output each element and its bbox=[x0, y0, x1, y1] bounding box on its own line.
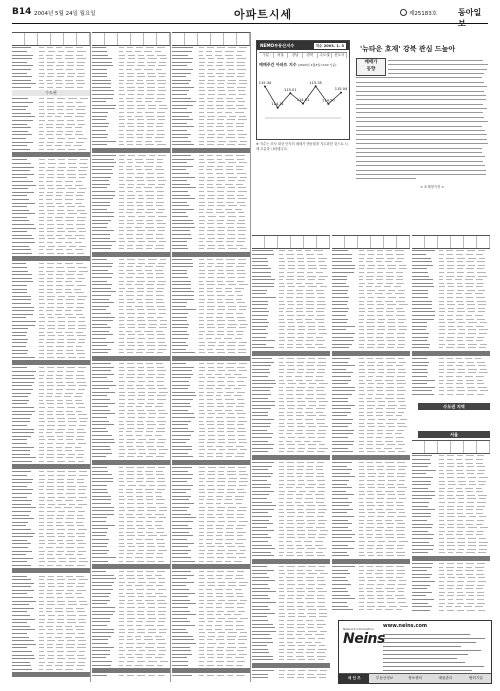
header-cell bbox=[118, 33, 131, 45]
header-cell bbox=[477, 236, 490, 248]
listing-column bbox=[332, 235, 410, 615]
listing-row bbox=[12, 356, 90, 360]
listing-column-header bbox=[252, 235, 330, 249]
feature-badge bbox=[356, 58, 386, 76]
header-cell bbox=[451, 441, 464, 453]
header-cell bbox=[252, 236, 265, 248]
index-point-label: 114.51 bbox=[296, 98, 310, 103]
newspaper-name: 동아일 bbox=[458, 8, 482, 17]
header-cell bbox=[198, 33, 211, 45]
feature-text-line bbox=[356, 177, 488, 181]
header-cell bbox=[105, 33, 118, 45]
listing-column-header bbox=[92, 32, 170, 46]
header-cell bbox=[172, 33, 185, 45]
issue-label: 제25183호 bbox=[409, 11, 438, 17]
index-table-header bbox=[259, 52, 347, 58]
header-cell bbox=[144, 33, 157, 45]
header-cell bbox=[317, 236, 330, 248]
header-cell bbox=[51, 33, 64, 45]
listing-row bbox=[92, 559, 170, 563]
header-cell bbox=[185, 33, 198, 45]
header-cell bbox=[265, 236, 278, 248]
ad-logo: Neins bbox=[343, 631, 385, 647]
header-cell bbox=[425, 236, 438, 248]
region-divider bbox=[172, 252, 250, 257]
listing-row bbox=[12, 251, 90, 255]
listing-column-header bbox=[332, 235, 410, 249]
region-divider bbox=[332, 351, 410, 356]
index-column-label: 구분 bbox=[259, 53, 274, 58]
ad-bar-item: 협력기업 bbox=[468, 676, 483, 680]
section-title: 아파트시세 bbox=[234, 8, 293, 21]
region-divider bbox=[252, 559, 330, 564]
listing-row bbox=[252, 658, 330, 662]
header-cell bbox=[278, 236, 291, 248]
listing-row bbox=[172, 351, 250, 355]
index-column-label: 서울 bbox=[274, 53, 289, 58]
header-cell bbox=[291, 236, 304, 248]
publication-date: 2004년 5월 24일 월요일 bbox=[34, 11, 96, 17]
region-divider bbox=[172, 668, 250, 673]
listing-row bbox=[12, 668, 90, 672]
index-column-label: 강북 bbox=[303, 53, 318, 58]
listing-row bbox=[332, 608, 410, 612]
index-line-chart bbox=[259, 70, 347, 126]
ad-tagline: Network information bbox=[343, 627, 374, 631]
listing-column-header bbox=[412, 440, 490, 454]
header-cell bbox=[477, 441, 490, 453]
listing-column-header bbox=[12, 32, 90, 46]
ad-bar-item: 정보센터 bbox=[408, 676, 422, 680]
index-column-label: 수도권 bbox=[318, 53, 333, 58]
listing-row bbox=[332, 554, 410, 558]
header-cell bbox=[157, 33, 170, 45]
ad-footer-bar bbox=[339, 673, 491, 683]
feature-body-text bbox=[356, 58, 488, 181]
header-cell bbox=[237, 33, 250, 45]
listing-row bbox=[412, 551, 490, 555]
header-cell bbox=[371, 236, 384, 248]
region-divider bbox=[252, 351, 330, 356]
header-cell bbox=[77, 33, 90, 45]
region-divider bbox=[12, 568, 90, 573]
feature-byline: < 조재영기자 > bbox=[420, 185, 445, 189]
region-label: 수도권 bbox=[12, 90, 90, 96]
issue-number bbox=[400, 9, 437, 17]
region-divider bbox=[252, 455, 330, 460]
header-cell bbox=[64, 33, 77, 45]
header-cell bbox=[131, 33, 144, 45]
ad-text-line bbox=[383, 668, 487, 672]
index-banner bbox=[257, 41, 349, 50]
index-point-label: 115.34 bbox=[259, 80, 272, 85]
listing-row bbox=[412, 346, 490, 350]
region-divider bbox=[12, 256, 90, 261]
index-banner-title: NEMO부동산지수 bbox=[260, 43, 295, 48]
listing-row bbox=[92, 455, 170, 459]
section-banner-a: 수도권 지역 bbox=[418, 403, 490, 410]
listing-row bbox=[332, 346, 410, 350]
region-divider bbox=[412, 351, 490, 356]
section-banner-b: 서울 bbox=[418, 431, 490, 438]
index-point bbox=[340, 92, 342, 94]
region-divider bbox=[412, 556, 490, 561]
listing-row bbox=[12, 460, 90, 464]
listing-column bbox=[412, 440, 490, 615]
listing-row bbox=[252, 346, 330, 350]
listing-row bbox=[252, 554, 330, 558]
listing-column-header bbox=[412, 235, 490, 249]
listing-row bbox=[252, 450, 330, 454]
listing-column bbox=[172, 32, 250, 682]
index-point-label: 115.01 bbox=[284, 87, 297, 92]
header-cell bbox=[425, 441, 438, 453]
region-divider bbox=[332, 455, 410, 460]
region-divider bbox=[92, 668, 170, 673]
index-point-label: 114.31 bbox=[271, 102, 284, 107]
listing-row bbox=[92, 247, 170, 251]
header-cell bbox=[345, 236, 358, 248]
index-subtitle bbox=[259, 62, 347, 68]
index-point bbox=[327, 103, 329, 105]
index-point bbox=[302, 103, 304, 105]
index-note: ※ 지수는 조사 대상 단지의 매매가 변동률을 지수화한 것으로 시세 흐름을 나타냅니다. bbox=[256, 142, 348, 151]
listing-row bbox=[172, 455, 250, 459]
region-divider bbox=[92, 356, 170, 361]
listing-row bbox=[12, 564, 90, 568]
advertisement bbox=[338, 620, 492, 684]
header-cell bbox=[12, 33, 25, 45]
header-cell bbox=[464, 236, 477, 248]
header-cell bbox=[92, 33, 105, 45]
region-divider bbox=[92, 460, 170, 465]
header-cell bbox=[211, 33, 224, 45]
header-cell bbox=[304, 236, 317, 248]
listing-row bbox=[172, 674, 250, 678]
listing-row bbox=[12, 86, 90, 90]
region-divider bbox=[172, 148, 250, 153]
listing-column bbox=[12, 32, 90, 682]
ad-bar-item: 부동산정보 bbox=[375, 676, 394, 680]
header-cell bbox=[38, 33, 51, 45]
listing-row bbox=[92, 351, 170, 355]
listing-column bbox=[252, 235, 330, 682]
index-column-label: 신도시 bbox=[332, 53, 347, 58]
listing-row bbox=[12, 147, 90, 151]
header-cell bbox=[464, 441, 477, 453]
listing-row bbox=[172, 247, 250, 251]
region-divider bbox=[332, 559, 410, 564]
ad-url: www.neins.com bbox=[383, 623, 428, 629]
listing-row bbox=[172, 559, 250, 563]
ad-bar-item: 네 인 즈 bbox=[339, 674, 369, 683]
index-column-label: 강남 bbox=[288, 53, 303, 58]
index-subtitle-text: 매매주간 아파트 지수 bbox=[259, 62, 297, 67]
listing-row bbox=[412, 393, 490, 397]
region-divider bbox=[12, 672, 90, 677]
listing-row bbox=[92, 674, 170, 678]
header-cell bbox=[384, 236, 397, 248]
ad-body-text bbox=[383, 632, 487, 672]
header-cell bbox=[25, 33, 38, 45]
index-point-label: 114.50 bbox=[322, 98, 335, 103]
masthead bbox=[12, 6, 488, 22]
listing-row bbox=[332, 450, 410, 454]
feature-headline: '뉴타운 호재' 강북 관심 드높아 bbox=[360, 45, 456, 53]
page-number: B14 bbox=[12, 7, 32, 17]
listing-row bbox=[172, 663, 250, 667]
region-divider bbox=[172, 564, 250, 569]
region-divider bbox=[172, 460, 250, 465]
index-code: 지수 2003. 1. 3 bbox=[315, 43, 344, 48]
issue-circle-icon bbox=[400, 9, 407, 16]
feature-badge-top: 매매가 bbox=[364, 60, 378, 65]
header-cell bbox=[438, 236, 451, 248]
header-cell bbox=[358, 236, 371, 248]
masthead-rule bbox=[12, 23, 488, 24]
header-cell bbox=[451, 236, 464, 248]
region-divider bbox=[12, 152, 90, 157]
region-divider bbox=[172, 356, 250, 361]
index-subtitle-note: (2003년 1월3일=100 기준) bbox=[297, 63, 337, 67]
header-cell bbox=[412, 441, 425, 453]
index-point-label: 115.04 bbox=[334, 87, 347, 92]
listing-column bbox=[92, 32, 170, 682]
index-point bbox=[277, 107, 279, 109]
index-point-label: 115.35 bbox=[309, 80, 322, 85]
index-point bbox=[289, 92, 291, 94]
listing-row bbox=[412, 608, 490, 612]
header-cell bbox=[438, 441, 451, 453]
feature-badge-bottom: 동향 bbox=[366, 67, 376, 72]
listing-row bbox=[92, 143, 170, 147]
index-point bbox=[264, 85, 266, 87]
region-divider bbox=[12, 464, 90, 469]
region-divider bbox=[92, 252, 170, 257]
region-divider bbox=[252, 663, 330, 668]
listing-row bbox=[172, 143, 250, 147]
header-cell bbox=[412, 236, 425, 248]
header-cell bbox=[332, 236, 345, 248]
region-divider bbox=[12, 360, 90, 365]
ad-bar-item: 매물관리 bbox=[438, 676, 453, 680]
header-cell bbox=[224, 33, 237, 45]
header-cell bbox=[397, 236, 410, 248]
listing-column bbox=[412, 235, 490, 400]
listing-row bbox=[92, 663, 170, 667]
region-divider bbox=[92, 148, 170, 153]
price-index-box bbox=[256, 40, 350, 140]
listing-column-header bbox=[172, 32, 250, 46]
listing-row bbox=[252, 676, 330, 680]
region-divider bbox=[92, 564, 170, 569]
index-point bbox=[315, 85, 317, 87]
